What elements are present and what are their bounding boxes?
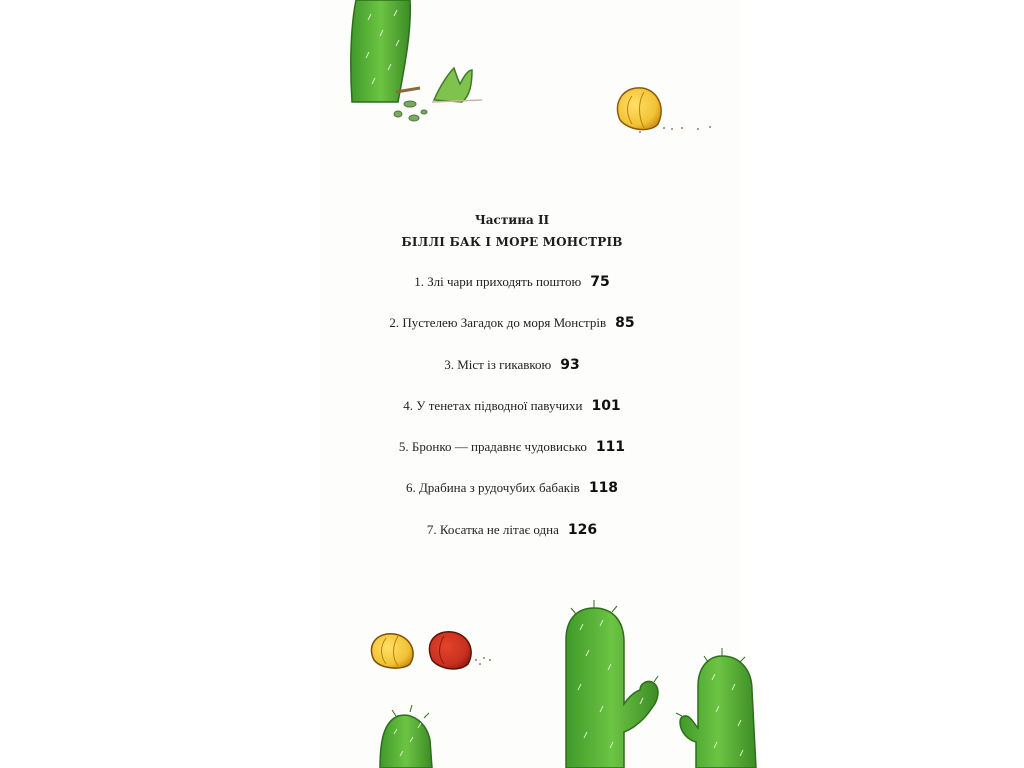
chapter-title: 3. Міст із гикавкою <box>444 356 552 372</box>
chapter-page-number: 85 <box>615 315 635 332</box>
toc-entry <box>300 354 724 395</box>
chapter-page-number: 93 <box>560 356 580 373</box>
table-of-contents <box>300 205 724 560</box>
red-fruit-icon <box>429 632 491 669</box>
toc-entry <box>300 519 724 560</box>
book-title: БІЛЛІ БАК І МОРЕ МОНСТРІВ <box>401 235 623 249</box>
chapter-title: 2. Пустелею Загадок до моря Монстрів <box>389 315 607 331</box>
chapter-title: 5. Бронко — прадавнє чудовисько <box>398 439 587 455</box>
cactus-icon <box>566 600 658 768</box>
chapter-title: 4. У тенетах підводної павучихи <box>403 397 583 413</box>
chapter-page-number: 126 <box>567 521 598 538</box>
yellow-fruit-icon <box>617 88 711 133</box>
leaf-sprout-icon <box>432 68 482 102</box>
cactus-icon <box>676 648 756 768</box>
cactus-icon <box>380 705 432 768</box>
yellow-fruit-icon <box>371 634 413 668</box>
toc-entry <box>300 477 724 518</box>
chapter-title: 1. Злі чари приходять поштою <box>414 274 582 289</box>
toc-entry <box>300 312 724 353</box>
cactus-icon <box>351 0 420 102</box>
toc-entry <box>300 436 724 477</box>
chapter-title: 6. Драбина з рудочубих бабаків <box>405 480 580 496</box>
chapter-page-number: 111 <box>595 439 626 456</box>
chapter-title: 7. Косатка не літає одна <box>426 521 559 537</box>
chapter-page-number: 101 <box>591 397 621 414</box>
toc-entry <box>300 395 724 436</box>
chapter-page-number: 118 <box>588 480 619 497</box>
toc-entry <box>300 271 724 312</box>
part-label: Частина ІІ <box>474 213 550 227</box>
chapter-page-number: 75 <box>590 274 610 290</box>
pebbles-icon <box>394 101 427 121</box>
